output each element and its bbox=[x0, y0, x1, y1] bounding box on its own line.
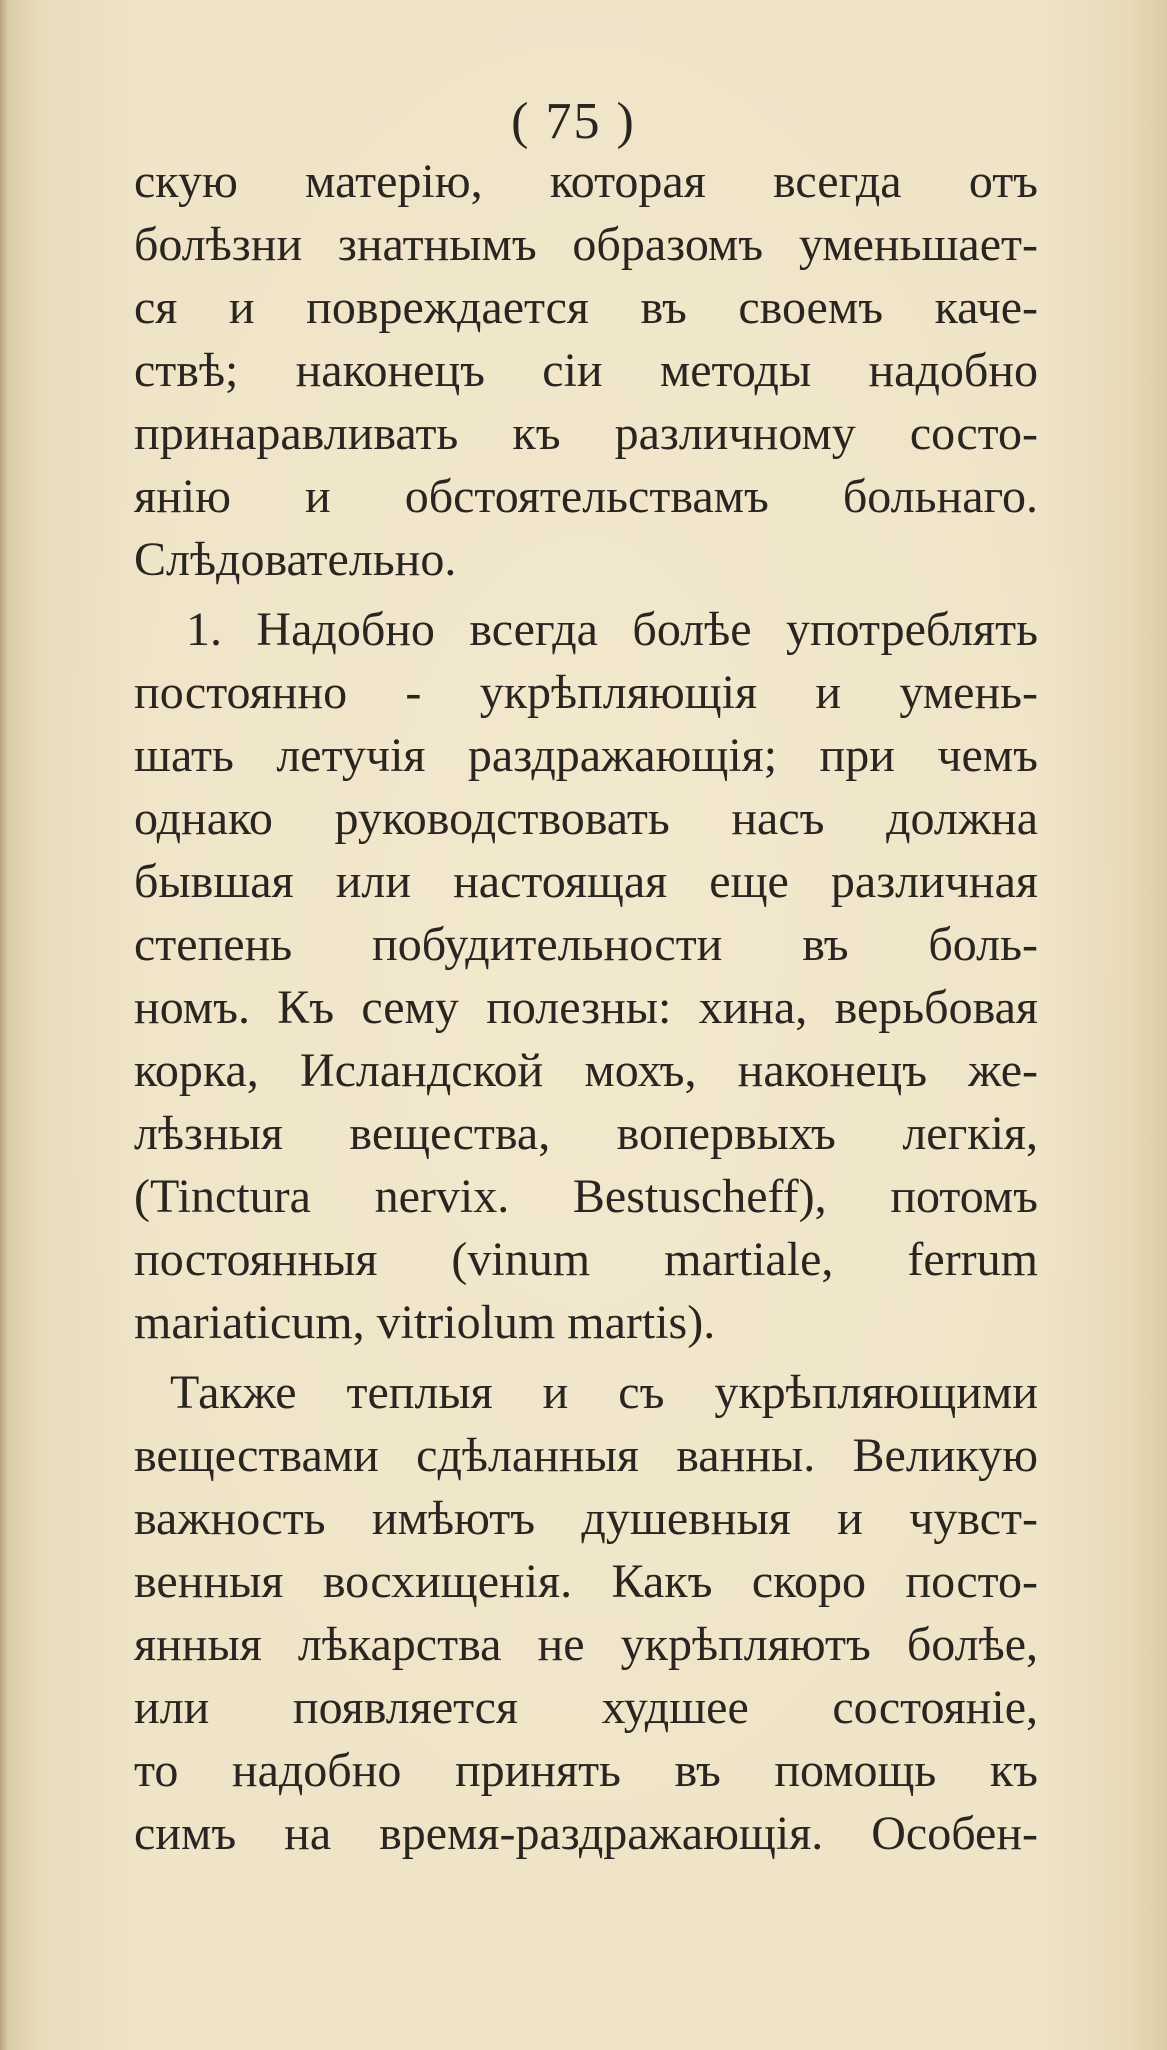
text-line: шать летучія раздражающія; при чемъ bbox=[134, 729, 1038, 782]
text-line: важность имѣютъ душевныя и чувст- bbox=[134, 1492, 1038, 1545]
text-line: или появляется худшее состояніе, bbox=[134, 1681, 1038, 1734]
paragraph-start: Также теплыя и съ укрѣпляющими bbox=[170, 1366, 1038, 1419]
text-line: степень побудительности въ боль- bbox=[134, 918, 1038, 971]
text-line: янію и обстоятельствамъ больнаго. bbox=[134, 470, 1038, 523]
text-line: симъ на время-раздражающія. Особен- bbox=[134, 1807, 1038, 1860]
paragraph-start: 1. Надобно всегда болѣе употреблять bbox=[186, 603, 1038, 656]
text-line: mariaticum, vitriolum martis). bbox=[134, 1296, 716, 1349]
text-line: то надобно принять въ помощь къ bbox=[134, 1744, 1038, 1797]
text-line: постоянно - укрѣпляющія и умень- bbox=[134, 666, 1038, 719]
page-edge-shadow bbox=[0, 0, 8, 2050]
text-line: болѣзни знатнымъ образомъ уменьшает- bbox=[134, 218, 1038, 271]
text-line: веществами сдѣланныя ванны. Великую bbox=[134, 1429, 1038, 1482]
text-line: янныя лѣкарства не укрѣпляютъ болѣе, bbox=[134, 1618, 1038, 1671]
text-line: принаравливать къ различному состо- bbox=[134, 407, 1038, 460]
text-line: бывшая или настоящая еще различная bbox=[134, 855, 1038, 908]
text-line: однако руководствовать насъ должна bbox=[134, 792, 1038, 845]
text-line: постоянныя (vinum martiale, ferrum bbox=[134, 1233, 1038, 1286]
text-line: скую матерію, которая всегда отъ bbox=[134, 155, 1038, 208]
text-line: номъ. Къ сему полезны: хина, верьбовая bbox=[134, 981, 1038, 1034]
text-line: ствѣ; наконецъ сіи методы надобно bbox=[134, 344, 1038, 397]
text-line: корка, Исландской мохъ, наконецъ же- bbox=[134, 1044, 1038, 1097]
page-number: ( 75 ) bbox=[511, 93, 636, 150]
text-line: лѣзныя вещества, вопервыхъ легкія, bbox=[134, 1107, 1038, 1160]
text-line: венныя восхищенія. Какъ скоро посто- bbox=[134, 1555, 1038, 1608]
text-line: (Tinctura nervix. Bestuscheff), потомъ bbox=[134, 1170, 1038, 1223]
text-line: ся и повреждается въ своемъ каче- bbox=[134, 281, 1038, 334]
text-line: Слѣдовательно. bbox=[134, 533, 457, 586]
